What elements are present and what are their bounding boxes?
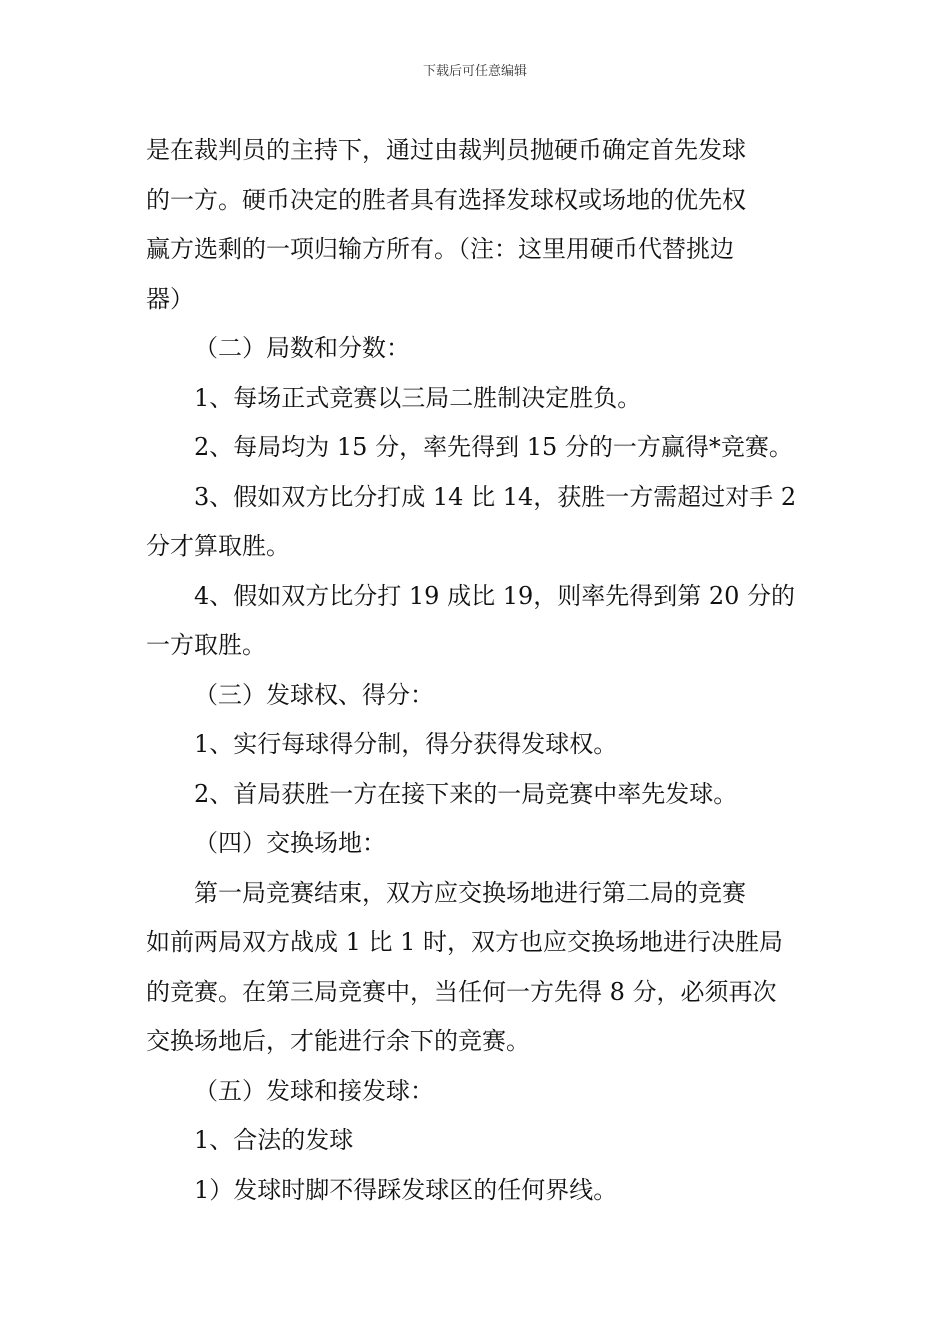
text-line: 1、实行每球得分制，得分获得发球权。 bbox=[194, 730, 618, 758]
text-line: 如前两局双方战成 1 比 1 时，双方也应交换场地进行决胜局 bbox=[146, 928, 784, 956]
body-text bbox=[146, 126, 810, 1215]
text-line: 1、合法的发球 bbox=[194, 1126, 354, 1154]
text-line: 2、首局获胜一方在接下来的一局竞赛中率先发球。 bbox=[194, 779, 738, 808]
text-line: 2、每局均为 15 分，率先得到 15 分的一方赢得*竞赛。 bbox=[194, 433, 793, 461]
text-line: 一方取胜。 bbox=[146, 631, 266, 659]
text-line: 第一局竞赛结束，双方应交换场地进行第二局的竞赛 bbox=[194, 878, 746, 907]
text-line: 是在裁判员的主持下，通过由裁判员抛硬币确定首先发球 bbox=[146, 136, 746, 164]
text-line: 1）发球时脚不得踩发球区的任何界线。 bbox=[194, 1175, 618, 1204]
text-line: 分才算取胜。 bbox=[146, 532, 290, 560]
text-line: 赢方选剩的一项归输方所有。（注：这里用硬币代替挑边 bbox=[146, 235, 734, 263]
section-heading: （五）发球和接发球： bbox=[194, 1076, 434, 1105]
text-line: 的竞赛。在第三局竞赛中，当任何一方先得 8 分，必须再次 bbox=[146, 977, 777, 1006]
section-heading: （四）交换场地： bbox=[194, 829, 386, 857]
text-line: 器） bbox=[146, 284, 194, 313]
section-heading: （二）局数和分数： bbox=[194, 334, 410, 362]
text-line: 3、假如双方比分打成 14 比 14，获胜一方需超过对手 2 bbox=[194, 482, 797, 511]
section-heading: （三）发球权、得分： bbox=[194, 680, 434, 709]
text-line: 4、假如双方比分打 19 成比 19，则率先得到第 20 分的 bbox=[194, 581, 796, 610]
text-line: 交换场地后，才能进行余下的竞赛。 bbox=[146, 1027, 530, 1055]
header-note: 下载后可任意编辑 bbox=[422, 64, 527, 79]
text-line: 的一方。硬币决定的胜者具有选择发球权或场地的优先权 bbox=[146, 185, 746, 214]
text-line: 1、每场正式竞赛以三局二胜制决定胜负。 bbox=[194, 383, 642, 412]
